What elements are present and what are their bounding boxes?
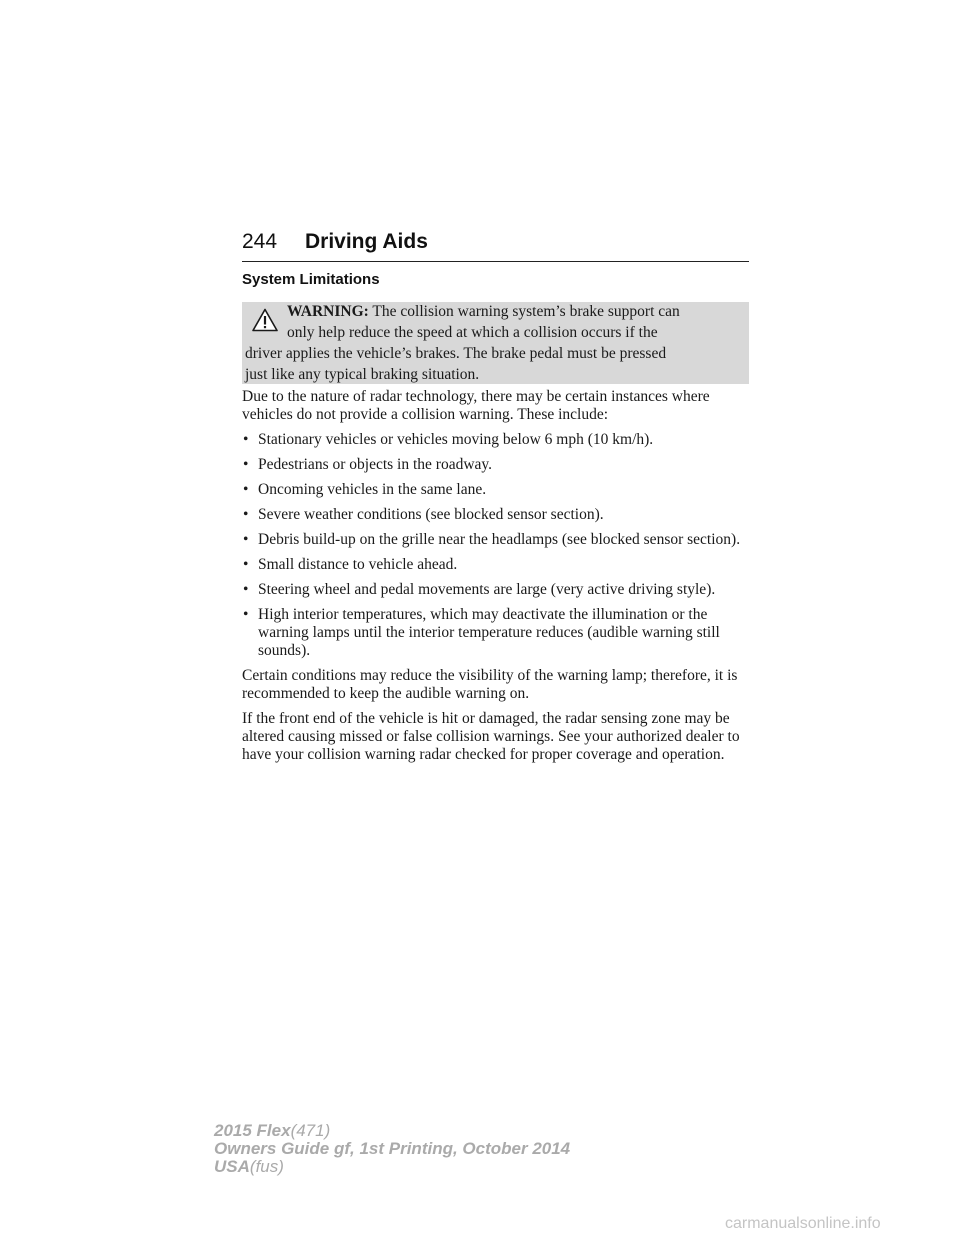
bullet-icon: • — [243, 506, 249, 523]
warning-label: WARNING: — [287, 303, 369, 320]
damage-paragraph: If the front end of the vehicle is hit or damaged, the radar sensing zone may be altered causing missed or false collision warnings. See your authorized dealer to have your collision warning radar checked for proper coverage and operation. — [242, 710, 740, 763]
body-content — [242, 388, 752, 771]
chapter-title: Driving Aids — [305, 230, 428, 253]
list-item: • Oncoming vehicles in the same lane. — [243, 481, 487, 498]
warning-box — [242, 302, 749, 384]
footer-market-line: USA(fus) — [214, 1157, 284, 1176]
warning-line-3: driver applies the vehicle’s brakes. The brake pedal must be pressed — [245, 345, 667, 362]
list-item: • Stationary vehicles or vehicles moving below 6 mph (10 km/h). — [243, 431, 654, 448]
footer-guide-line: Owners Guide gf, 1st Printing, October 2014 — [214, 1139, 571, 1158]
list-item: • Severe weather conditions (see blocked sensor section). — [243, 506, 604, 523]
print-footer — [214, 1122, 570, 1176]
footer-model-line: 2015 Flex(471) — [214, 1121, 331, 1140]
watermark: carmanualsonline.info — [725, 1215, 881, 1232]
warning-line-2: only help reduce the speed at which a collision occurs if the — [287, 324, 658, 341]
page-header — [242, 229, 749, 262]
warning-line-1 — [287, 301, 680, 323]
list-item: • Debris build-up on the grille near the headlamps (see blocked sensor section). — [243, 531, 741, 548]
list-item: • Small distance to vehicle ahead. — [243, 556, 458, 573]
bullet-icon: • — [243, 531, 249, 548]
warning-text: The collision warning system’s brake support can — [372, 303, 680, 320]
section-heading: System Limitations — [242, 271, 380, 288]
warning-triangle-icon — [252, 308, 278, 332]
bullet-icon: • — [243, 481, 249, 498]
visibility-paragraph: Certain conditions may reduce the visibility of the warning lamp; therefore, it is recommended to keep the audible warning on. — [242, 667, 738, 702]
intro-paragraph: Due to the nature of radar technology, there may be certain instances where vehicles do not provide a collision warning. These include: — [242, 388, 710, 423]
page-number: 244 — [242, 230, 278, 253]
bullet-icon: • — [243, 606, 249, 623]
list-item: • High interior temperatures, which may deactivate the illumination or the warning lamps until the interior temperature reduces (audible warning still sounds). — [243, 606, 720, 659]
limitations-list — [242, 431, 752, 660]
bullet-icon: • — [243, 431, 249, 448]
list-item: • Steering wheel and pedal movements are large (very active driving style). — [243, 581, 716, 598]
bullet-icon: • — [243, 556, 249, 573]
bullet-icon: • — [243, 456, 249, 473]
bullet-icon: • — [243, 581, 249, 598]
warning-line-4: just like any typical braking situation. — [245, 366, 480, 383]
list-item: • Pedestrians or objects in the roadway. — [243, 456, 493, 473]
